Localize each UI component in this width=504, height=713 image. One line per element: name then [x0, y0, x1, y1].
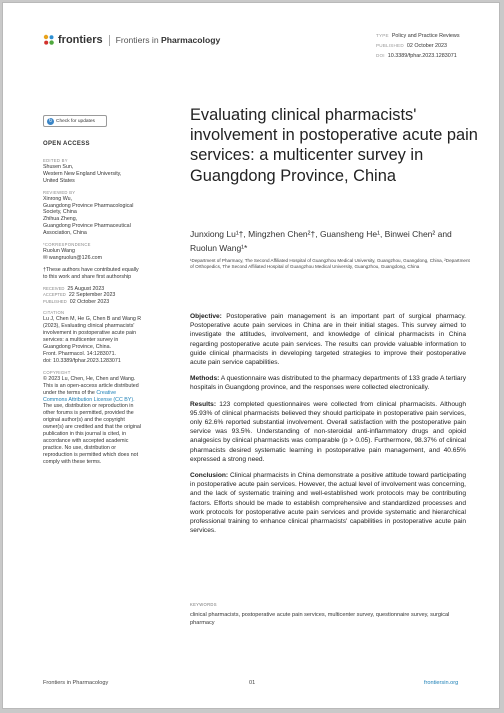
article-meta: TYPE Policy and Practice Reviews PUBLISHED 02 October 2023 DOI 10.3389/fphar.2023.1283071	[376, 33, 460, 59]
article-page	[2, 2, 500, 709]
published-date: 02 October 2023	[406, 43, 448, 49]
cc-license-link[interactable]: Creative	[96, 389, 117, 396]
open-access-label: OPEN ACCESS	[43, 141, 90, 147]
keywords-heading: KEYWORDS	[190, 602, 217, 607]
doi[interactable]: 10.3389/fphar.2023.1283071	[387, 53, 457, 59]
article-sidebar	[43, 141, 158, 471]
footer-website-link[interactable]: frontiersin.org	[424, 680, 459, 686]
frontiers-logo-icon	[43, 34, 55, 46]
contribution-note: †These authors have contributed equally to this work and share first authorship	[43, 266, 139, 280]
correspondence-section: *CORRESPONDENCE Ruolun Wang ✉ wangruolun@126.com	[43, 242, 158, 262]
affiliations: ¹Department of Pharmacy, The Second Affiliated Hospital of Guangzhou Medical University, Guangzhou, Guangdong, China, ²Department of Orthopedics, The Second Affiliated Hospital of Guangzhou Medical University, Guangzhou, Guangdong, China	[190, 258, 470, 270]
footer-journal: Frontiers in Pharmacology	[43, 680, 109, 686]
check-for-updates-button[interactable]	[43, 115, 107, 127]
abstract-conclusion: Conclusion: Clinical pharmacists in China demonstrate a positive attitude toward participating in postoperative acute pain services. However, the actual level of involvement was concerning, and the lack of systematic training and well-established work protocols may be contributing factors. Efforts should be made to establish comprehensive and standardized processes and work protocols for postoperative acute pain services and provide systematic and hierarchical professional training to enhance clinical pharmacists' capabilities in postoperative acute pain services.	[190, 472, 467, 535]
abstract-methods: Methods: A questionnaire was distributed to the pharmacy departments of 133 grade A tertiary hospitals in Guangdong province, and the responses were collected electronically.	[190, 375, 466, 392]
copyright-section: COPYRIGHT © 2023 Lu, Chen, He, Chen and Wang. This is an open-access article distributed under the terms of the Creative Commons Attribution License (CC BY). The use, distribution or reproduction in other forums is permitted, provided the original author(s) and the copyright owner(s) are credited and that the original publication in this journal is cited, in accordance with accepted academic practice. No use, distribution or reproduction is permitted which does not comply with these terms.	[43, 370, 158, 466]
check-for-updates-label: Check for updates	[56, 118, 95, 124]
brand-name: frontiers	[58, 34, 103, 46]
article-type: Policy and Practice Reviews	[391, 33, 460, 39]
edited-by-section: EDITED BY Shusen Sun, Western New England University, United States	[43, 157, 122, 184]
page-number: 01	[249, 680, 256, 686]
article-title: Evaluating clinical pharmacists' involvement in postoperative acute pain services: a multicenter survey in Guangdong Province, China	[190, 106, 478, 185]
cc-license-link-cont[interactable]: Commons Attribution License (CC BY).	[43, 396, 135, 403]
citation-section: CITATION Lu J, Chen M, He G, Chen B and Wang R (2023), Evaluating clinical pharmacists' involvement in postoperative acute pain services: a multicenter survey in Guangdong Province, China. Front. Pharmacol. 14:1283071. doi: 10.3389/fphar.2023.1283071	[43, 310, 142, 364]
correspondence-email[interactable]: ✉ wangruolun@126.com	[43, 254, 102, 261]
keywords-section	[190, 602, 465, 627]
journal-brand[interactable]	[43, 34, 220, 46]
reviewed-by-section: REVIEWED BY Xinrong Wu, Guangdong Province Pharmacological Society, China Zhihua Zheng, Guangdong Province Pharmaceutical Association, China	[43, 189, 134, 237]
keywords-list: clinical pharmacists, postoperative acute pain services, multicenter survey, questionnaire survey, surgical pharmacy	[190, 612, 450, 626]
dates-section: RECEIVED 25 August 2023 ACCEPTED 22 September 2023 PUBLISHED 02 October 2023	[43, 285, 116, 305]
abstract-objective: Objective: Postoperative pain management is an important part of surgical pharmacy. Postoperative acute pain services in China are in their initial stages. This survey aimed to investigate the attitudes, involvement, and knowledge of clinical pharmacists in China regarding postoperative acute pain services. The results can provide valuable information to guide clinical pharmacists in developing targeted strategies to improve their postoperative acute pain service capabilities.	[190, 313, 466, 367]
refresh-icon: ↻	[48, 117, 53, 124]
abstract-results: Results: 123 completed questionnaires were collected from clinical pharmacists. Although 95.93% of clinical pharmacists believed they should participate in postoperative pain services, only 62.6% reported substantial involvement. Overall satisfaction with the postoperative pain service was 93.5%. Understanding of non-steroidal anti-inflammatory drugs and opioid analgesics by clinical pharmacists was comparable (p > 0.05). Furthermore, 98.37% of clinical pharmacists desired systematic learning in postoperative pain management, and 40.65% expressed a strong need.	[190, 400, 466, 463]
journal-name: Frontiers in Pharmacology	[115, 35, 221, 45]
author-list: Junxiong Lu¹†, Mingzhen Chen²†, Guansheng He¹, Binwei Chen² and Ruolun Wang¹*	[190, 229, 452, 253]
brand-divider	[109, 35, 110, 46]
abstract	[190, 312, 466, 542]
